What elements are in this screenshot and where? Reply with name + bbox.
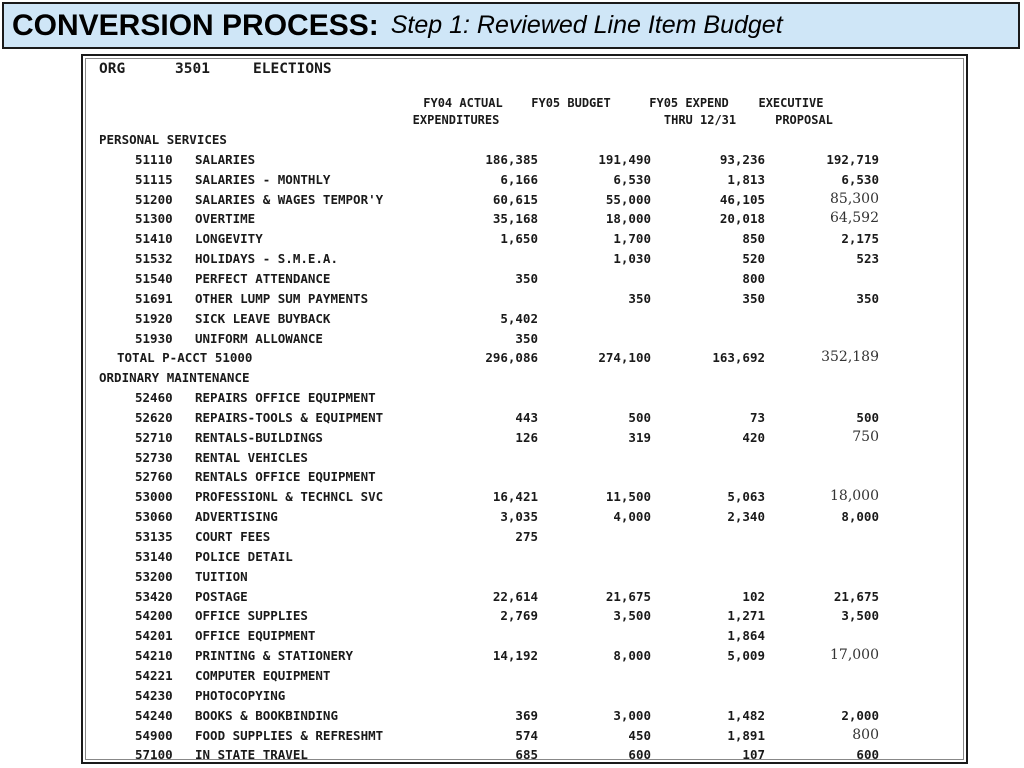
- section-header: ORDINARY MAINTENANCE: [99, 370, 250, 386]
- fy04-actual-value: 3,035: [500, 509, 538, 525]
- account-code: 52620: [135, 409, 173, 425]
- executive-proposal-value: 6,530: [841, 171, 879, 187]
- account-code: 51200: [135, 191, 173, 207]
- account-code: 53140: [135, 548, 173, 564]
- executive-proposal-value: 3,500: [841, 608, 879, 624]
- account-description: COMPUTER EQUIPMENT: [195, 667, 331, 683]
- fy05-budget-value: 21,675: [605, 588, 651, 604]
- account-description: SICK LEAVE BUYBACK: [195, 310, 331, 326]
- account-code: 51691: [135, 290, 173, 306]
- fy05-expend-value: 420: [742, 429, 765, 445]
- executive-proposal-value: 85,300: [830, 190, 879, 207]
- fy05-budget-value: 319: [628, 429, 651, 445]
- fy05-budget-value: 191,490: [598, 151, 651, 167]
- table-row: [83, 628, 966, 648]
- fy05-expend-value: 520: [742, 251, 765, 267]
- account-code: 52710: [135, 429, 173, 445]
- table-row: [83, 311, 966, 331]
- account-code: 54240: [135, 707, 173, 723]
- account-code: 51410: [135, 231, 173, 247]
- account-code: 54900: [135, 727, 173, 743]
- fy05-expend-value: 5,009: [727, 648, 765, 664]
- account-description: LONGEVITY: [195, 231, 263, 247]
- budget-document: [81, 54, 968, 764]
- account-description: PROFESSIONL & TECHNCL SVC: [195, 489, 384, 505]
- account-description: TUITION: [195, 568, 248, 584]
- executive-proposal-value: 2,175: [841, 231, 879, 247]
- account-code: 51920: [135, 310, 173, 326]
- fy04-actual-value: 6,166: [500, 171, 538, 187]
- table-row: [83, 549, 966, 569]
- table-row: [83, 688, 966, 708]
- fy05-budget-value: 55,000: [605, 191, 651, 207]
- fy05-expend-value: 102: [742, 588, 765, 604]
- account-description: OFFICE EQUIPMENT: [195, 628, 316, 644]
- fy05-expend-value: 1,271: [727, 608, 765, 624]
- fy05-budget-value: 500: [628, 409, 651, 425]
- column-header-line1: FY04 ACTUAL: [423, 96, 503, 110]
- fy04-actual-value: 22,614: [492, 588, 538, 604]
- fy05-budget-value: 1,700: [613, 231, 651, 247]
- account-code: 53420: [135, 588, 173, 604]
- slide-title-bar: [2, 2, 1020, 49]
- fy05-budget-value: 350: [628, 290, 651, 306]
- table-row: [83, 231, 966, 251]
- account-description: PRINTING & STATIONERY: [195, 648, 354, 664]
- fy04-actual-value: 60,615: [492, 191, 538, 207]
- fy05-expend-value: 1,864: [727, 628, 765, 644]
- fy05-budget-value: 600: [628, 747, 651, 763]
- account-description: RENTALS OFFICE EQUIPMENT: [195, 469, 376, 485]
- account-description: UNIFORM ALLOWANCE: [195, 330, 323, 346]
- account-description: PHOTOCOPYING: [195, 687, 286, 703]
- executive-proposal-value: 350: [856, 290, 879, 306]
- account-description: POSTAGE: [195, 588, 248, 604]
- fy05-budget-value: 274,100: [598, 350, 651, 366]
- account-description: PERFECT ATTENDANCE: [195, 270, 331, 286]
- column-header-line1: FY05 EXPEND: [649, 96, 729, 110]
- table-row: [83, 708, 966, 728]
- fy04-actual-value: 275: [515, 529, 538, 544]
- account-code: 51532: [135, 251, 173, 267]
- fy05-expend-value: 1,891: [727, 727, 765, 743]
- fy05-budget-value: 3,500: [613, 608, 651, 624]
- fy05-expend-value: 350: [742, 290, 765, 306]
- fy04-actual-value: 35,168: [492, 211, 538, 227]
- fy04-actual-value: 5,402: [500, 310, 538, 326]
- fy05-expend-value: 107: [742, 747, 765, 763]
- fy05-expend-value: 1,482: [727, 707, 765, 723]
- slide-subtitle: Step 1: Reviewed Line Item Budget: [390, 11, 783, 39]
- account-code: 52760: [135, 469, 173, 485]
- fy05-budget-value: 3,000: [613, 707, 651, 723]
- table-row: [83, 152, 966, 172]
- fy05-budget-value: 18,000: [605, 211, 651, 227]
- table-row: [83, 430, 966, 450]
- account-description: OTHER LUMP SUM PAYMENTS: [195, 290, 369, 306]
- org-name: ELECTIONS: [253, 61, 332, 77]
- executive-proposal-value: 8,000: [841, 509, 879, 525]
- table-row: [83, 509, 966, 529]
- account-description: POLICE DETAIL: [195, 548, 293, 564]
- executive-proposal-value: 523: [856, 251, 879, 267]
- account-code: 53135: [135, 529, 173, 544]
- total-row: [83, 350, 966, 370]
- executive-proposal-value: 750: [852, 428, 879, 445]
- account-code: 54210: [135, 648, 173, 664]
- account-code: 54200: [135, 608, 173, 624]
- fy05-expend-value: 5,063: [727, 489, 765, 505]
- table-row: [83, 728, 966, 748]
- slide-title: CONVERSION PROCESS:: [12, 8, 379, 42]
- fy04-actual-value: 1,650: [500, 231, 538, 247]
- executive-proposal-value: 192,719: [826, 151, 879, 167]
- org-label: ORG: [99, 61, 126, 77]
- account-code: 54230: [135, 687, 173, 703]
- account-description: IN STATE TRAVEL: [195, 747, 308, 763]
- account-code: 54221: [135, 667, 173, 683]
- account-code: 53200: [135, 568, 173, 584]
- fy04-actual-value: 296,086: [485, 350, 538, 366]
- fy04-actual-value: 685: [515, 747, 538, 763]
- account-description: FOOD SUPPLIES & REFRESHMT: [195, 727, 384, 743]
- account-description: REPAIRS OFFICE EQUIPMENT: [195, 390, 376, 406]
- account-code: 51300: [135, 211, 173, 227]
- fy05-expend-value: 46,105: [719, 191, 765, 207]
- fy05-expend-value: 850: [742, 231, 765, 247]
- table-row: [83, 668, 966, 688]
- account-code: 52460: [135, 390, 173, 406]
- executive-proposal-value: 500: [856, 409, 879, 425]
- account-code: 51930: [135, 330, 173, 346]
- account-code: 51115: [135, 171, 173, 187]
- fy05-expend-value: 2,340: [727, 509, 765, 525]
- column-header-line2: EXPENDITURES: [412, 113, 500, 127]
- executive-proposal-value: 64,592: [830, 210, 879, 227]
- fy05-expend-value: 73: [749, 409, 765, 425]
- executive-proposal-value: 18,000: [830, 488, 879, 505]
- fy04-actual-value: 2,769: [500, 608, 538, 624]
- fy05-budget-value: 1,030: [613, 251, 651, 267]
- account-description: BOOKS & BOOKBINDING: [195, 707, 338, 723]
- fy04-actual-value: 14,192: [492, 648, 538, 664]
- column-header-line2: THRU 12/31: [663, 113, 737, 127]
- table-row: [83, 569, 966, 589]
- fy05-expend-value: 163,692: [712, 350, 765, 366]
- table-row: [83, 192, 966, 212]
- table-row: [83, 390, 966, 410]
- fy04-actual-value: 350: [515, 330, 538, 346]
- org-code: 3501: [175, 61, 210, 77]
- table-row: [83, 331, 966, 351]
- table-row: [83, 450, 966, 470]
- section-header: PERSONAL SERVICES: [99, 132, 227, 147]
- total-label: TOTAL P-ACCT 51000: [117, 350, 253, 366]
- column-header-line1: FY05 BUDGET: [531, 96, 611, 110]
- executive-proposal-value: 2,000: [841, 707, 879, 723]
- table-row: [83, 648, 966, 668]
- account-code: 51540: [135, 270, 173, 286]
- executive-proposal-value: 352,189: [821, 349, 879, 366]
- column-header-line1: EXECUTIVE: [758, 96, 824, 110]
- account-description: SALARIES: [195, 151, 256, 167]
- executive-proposal-value: 17,000: [830, 647, 879, 664]
- fy04-actual-value: 443: [515, 409, 538, 425]
- table-row: [83, 251, 966, 271]
- table-row: [83, 747, 966, 764]
- fy04-actual-value: 369: [515, 707, 538, 723]
- fy05-budget-value: 11,500: [605, 489, 651, 505]
- table-row: [83, 589, 966, 609]
- executive-proposal-value: 600: [856, 747, 879, 763]
- account-description: COURT FEES: [195, 529, 271, 544]
- table-row: [83, 172, 966, 192]
- table-row: [83, 271, 966, 291]
- fy04-actual-value: 350: [515, 270, 538, 286]
- account-code: 53000: [135, 489, 173, 505]
- account-description: RENTALS-BUILDINGS: [195, 429, 323, 445]
- executive-proposal-value: 21,675: [833, 588, 879, 604]
- fy05-budget-value: 4,000: [613, 509, 651, 525]
- account-code: 54201: [135, 628, 173, 644]
- table-row: [83, 211, 966, 231]
- fy04-actual-value: 16,421: [492, 489, 538, 505]
- fy04-actual-value: 186,385: [485, 151, 538, 167]
- fy04-actual-value: 126: [515, 429, 538, 445]
- column-header-line2: PROPOSAL: [775, 113, 833, 127]
- fy05-expend-value: 20,018: [719, 211, 765, 227]
- account-code: 52730: [135, 449, 173, 465]
- table-row: [83, 469, 966, 489]
- account-description: OFFICE SUPPLIES: [195, 608, 308, 624]
- table-row: [83, 410, 966, 430]
- account-code: 51110: [135, 151, 173, 167]
- fy04-actual-value: 574: [515, 727, 538, 743]
- account-description: SALARIES - MONTHLY: [195, 171, 331, 187]
- fy05-budget-value: 8,000: [613, 648, 651, 664]
- executive-proposal-value: 800: [852, 726, 879, 743]
- fy05-budget-value: 6,530: [613, 171, 651, 187]
- table-row: [83, 529, 966, 549]
- account-code: 53060: [135, 509, 173, 525]
- account-description: ADVERTISING: [195, 509, 278, 525]
- account-description: REPAIRS-TOOLS & EQUIPMENT: [195, 409, 384, 425]
- account-code: 57100: [135, 747, 173, 763]
- fy05-budget-value: 450: [628, 727, 651, 743]
- account-description: RENTAL VEHICLES: [195, 449, 308, 465]
- table-row: [83, 489, 966, 509]
- fy05-expend-value: 1,813: [727, 171, 765, 187]
- fy05-expend-value: 93,236: [719, 151, 765, 167]
- table-row: [83, 608, 966, 628]
- fy05-expend-value: 800: [742, 270, 765, 286]
- table-row: [83, 291, 966, 311]
- account-description: HOLIDAYS - S.M.E.A.: [195, 251, 338, 267]
- account-description: OVERTIME: [195, 211, 256, 227]
- account-description: SALARIES & WAGES TEMPOR'Y: [195, 191, 384, 207]
